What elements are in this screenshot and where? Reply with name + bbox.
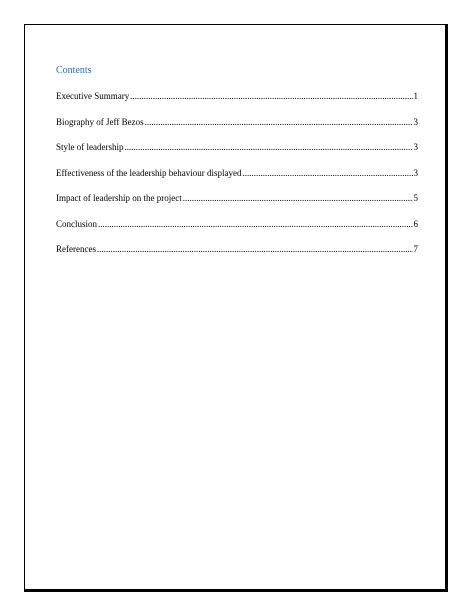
toc-entry-conclusion[interactable] xyxy=(56,218,418,244)
toc-entry-page: 6 xyxy=(413,218,418,229)
toc-entry-biography[interactable] xyxy=(56,116,418,142)
toc-entry-page: 3 xyxy=(413,116,418,127)
toc-entry-page: 3 xyxy=(413,142,418,152)
toc-entry-title: Biography of Jeff Bezos xyxy=(56,116,144,127)
table-of-contents xyxy=(56,90,418,269)
toc-entry-title: References xyxy=(56,244,96,254)
toc-entry-title: Style of leadership xyxy=(56,142,124,152)
toc-dot-leader xyxy=(97,243,413,255)
toc-entry-executive-summary[interactable] xyxy=(56,90,418,116)
toc-entry-title: Impact of leadership on the project xyxy=(56,193,182,203)
toc-entry-title: Executive Summary xyxy=(56,91,130,101)
toc-dot-leader xyxy=(243,167,413,179)
toc-entry-references[interactable] xyxy=(56,243,418,269)
toc-entry-page: 7 xyxy=(413,244,418,254)
toc-entry-page: 3 xyxy=(413,167,418,178)
toc-entry-title: Conclusion xyxy=(56,218,98,229)
toc-dot-leader xyxy=(145,116,413,128)
toc-entry-title: Effectiveness of the leadership behaviour displayed xyxy=(56,167,242,178)
toc-entry-page: 5 xyxy=(413,193,418,203)
toc-heading: Contents xyxy=(56,65,92,76)
toc-entry-style-of-leadership[interactable] xyxy=(56,141,418,167)
toc-entry-impact[interactable] xyxy=(56,192,418,218)
toc-entry-page: 1 xyxy=(413,91,418,101)
toc-dot-leader xyxy=(183,192,413,204)
toc-dot-leader xyxy=(124,141,412,153)
toc-entry-effectiveness[interactable] xyxy=(56,167,418,193)
toc-dot-leader xyxy=(98,218,412,230)
toc-dot-leader xyxy=(130,90,412,102)
